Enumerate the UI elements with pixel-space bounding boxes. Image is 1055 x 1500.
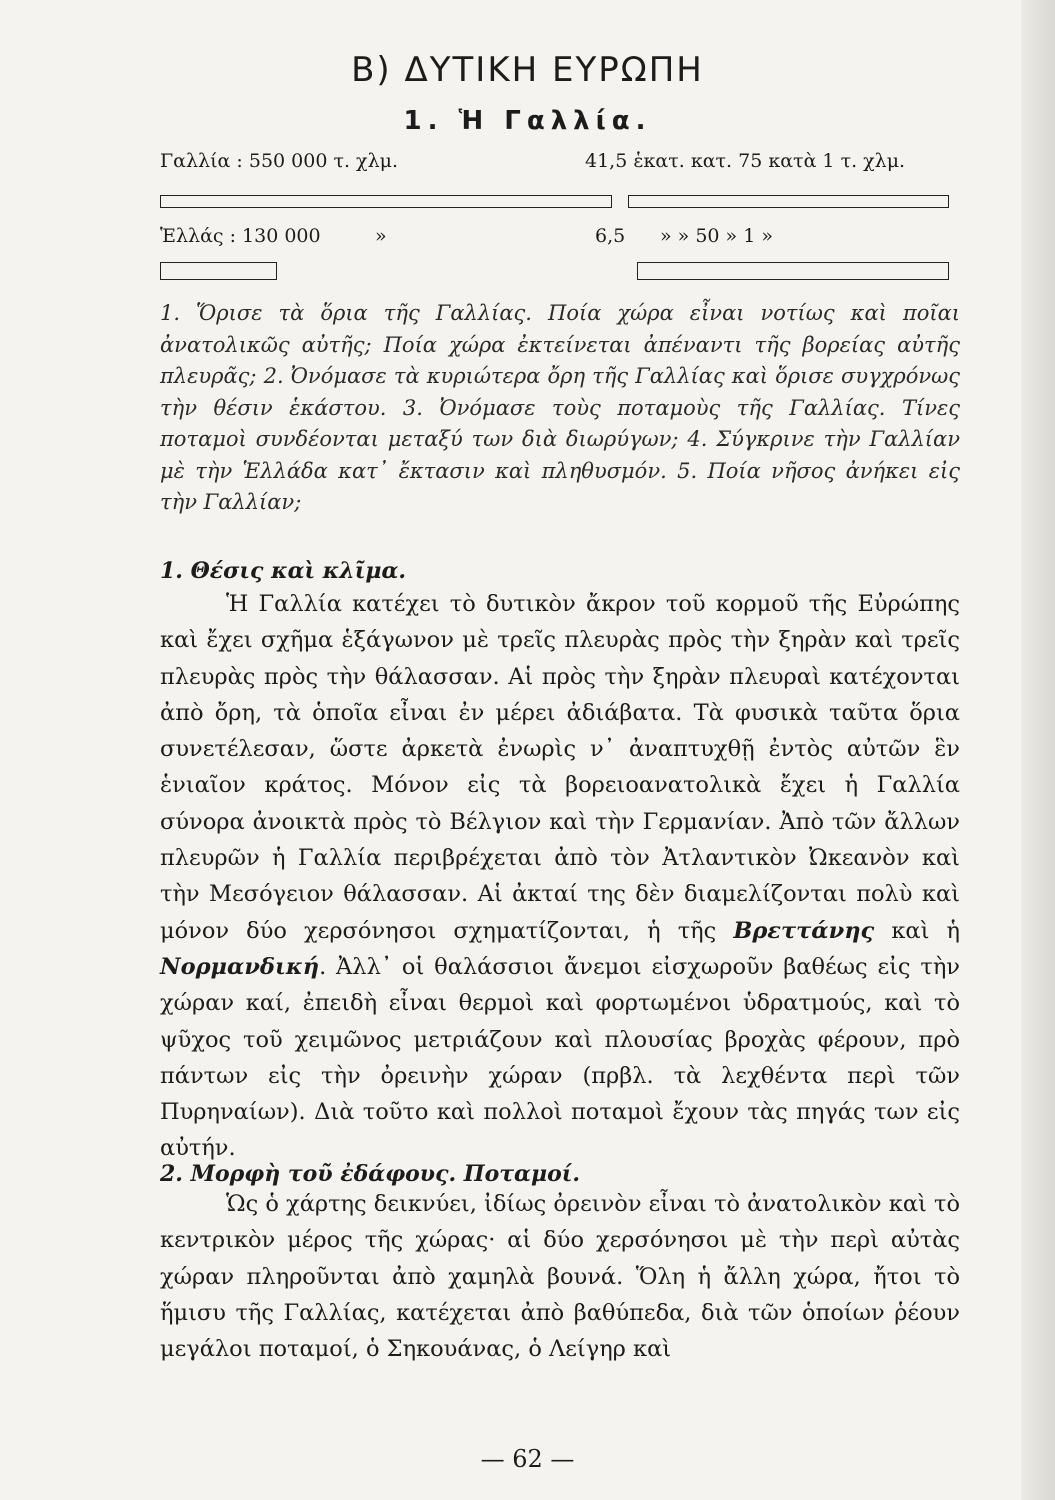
section-1-conjunction: καὶ ἡ: [891, 917, 960, 944]
brittany-term: Βρεττάνης: [733, 917, 875, 944]
france-population-bar: [628, 195, 949, 208]
greece-population-ditto: » » 50 » 1 »: [660, 225, 773, 247]
greece-area-bar: [160, 262, 277, 280]
chapter-heading: Β) ΔΥΤΙΚΗ ΕΥΡΩΠΗ: [351, 50, 704, 90]
section-1-text-b: . Ἀλλ᾽ οἱ θαλάσσιοι ἄνεμοι εἰσχωροῦν βαθέως εἰς τὴν χώραν καί, ἐπειδὴ εἶναι θερμοὶ καὶ φορτωμένοι ὑδρατμούς, καὶ τὸ ψῦχος τοῦ χειμῶνος μετριάζουν καὶ πλουσίας βροχὰς φέρουν, πρὸ πάντων εἰς τὴν ὀρεινὴν χώραν (πρβλ. τὰ λεχθέντα περὶ τῶν Πυρηναίων). Διὰ τοῦτο καὶ πολλοὶ ποταμοὶ ἔχουν τὰς πηγάς των εἰς αὐτήν.: [160, 953, 960, 1162]
page-number: — 62 —: [480, 1445, 575, 1473]
normandy-term: Νορμανδική: [160, 953, 320, 980]
greece-population-label: 6,5: [595, 225, 626, 247]
exercise-questions: 1. Ὅρισε τὰ ὅρια τῆς Γαλλίας. Ποία χώρα εἶναι νοτίως καὶ ποῖαι ἀνατολικῶς αὐτῆς; Ποία χώρα ἐκτείνεται ἀπέναντι τῆς βορείας αὐτῆς πλευρᾶς; 2. Ὀνόμασε τὰ κυριώτερα ὄρη τῆς Γαλλίας καὶ ὅρισε συγχρόνως τὴν θέσιν ἑκάστου. 3. Ὀνόμασε τοὺς ποταμοὺς τῆς Γαλλίας. Τίνες ποταμοὶ συνδέονται μεταξύ των διὰ διωρύγων; 4. Σύγκρινε τὴν Γαλλίαν μὲ τὴν Ἑλλάδα κατ᾽ ἔκτασιν καὶ πληθυσμόν. 5. Ποία νῆσος ἀνήκει εἰς τὴν Γαλλίαν;: [160, 301, 960, 514]
section-1-text-a: Ἡ Γαλλία κατέχει τὸ δυτικὸν ἄκρον τοῦ κορμοῦ τῆς Εὐρώπης καὶ ἔχει σχῆμα ἑξάγωνον μὲ τρεῖς πλευρὰς πρὸς τὴν ξηρὰν καὶ τρεῖς πλευρὰς πρὸς τὴν θάλασσαν. Αἱ πρὸς τὴν ξηρὰν πλευραὶ κατέχονται ἀπὸ ὄρη, τὰ ὁποῖα εἶναι ἐν μέρει ἀδιάβατα. Τὰ φυσικὰ ταῦτα ὅρια συνετέλεσαν, ὥστε ἀρκετὰ ἐνωρὶς ν᾽ ἀναπτυχθῇ ἐντὸς αὐτῶν ἓν ἑνιαῖον κράτος. Μόνον εἰς τὰ βορειοανατολικὰ ἔχει ἡ Γαλλία σύνορα ἀνοικτὰ πρὸς τὸ Βέλγιον καὶ τὴν Γερμανίαν. Ἀπὸ τῶν ἄλλων πλευρῶν ἡ Γαλλία περιβρέχεται ἀπὸ τὸν Ἀτλαντικὸν Ὠκεανὸν καὶ τὴν Μεσόγειον θάλασσαν. Αἱ ἀκταί της δὲν διαμελίζονται πολὺ καὶ μόνον δύο χερσόνησοι σχηματίζονται, ἡ τῆς: [160, 591, 960, 944]
page-edge-shadow: [1021, 0, 1055, 1500]
greece-area-ditto: »: [375, 225, 387, 247]
section-2-title: 2. Μορφὴ τοῦ ἐδάφους. Ποταμοί.: [160, 1161, 581, 1187]
section-1-title: 1. Θέσις καὶ κλῖμα.: [160, 558, 407, 584]
france-area-bar: [160, 195, 612, 208]
section-heading: 1. Ἡ Γαλλία.: [403, 106, 652, 136]
greece-area-label: Ἑλλάς : 130 000: [160, 225, 321, 247]
france-population-label: 41,5 ἑκατ. κατ. 75 κατὰ 1 τ. χλμ.: [585, 150, 906, 172]
section-2-text: Ὡς ὁ χάρτης δεικνύει, ἰδίως ὀρεινὸν εἶναι τὸ ἀνατολικὸν καὶ τὸ κεντρικὸν μέρος τῆς χώρας· αἱ δύο χερσόνησοι μὲ τὴν περὶ αὐτὰς χώραν πληροῦνται ἀπὸ χαμηλὰ βουνά. Ὅλη ἡ ἄλλη χώρα, ἤτοι τὸ ἥμισυ τῆς Γαλλίας, κατέχεται ἀπὸ βαθύπεδα, διὰ τῶν ὁποίων ῥέουν μεγάλοι ποταμοί, ὁ Σηκουάνας, ὁ Λείγηρ καὶ: [160, 1191, 960, 1363]
section-1-text: [160, 586, 960, 1167]
france-area-label: Γαλλία : 550 000 τ. χλμ.: [160, 150, 399, 172]
greece-population-bar: [637, 262, 949, 280]
